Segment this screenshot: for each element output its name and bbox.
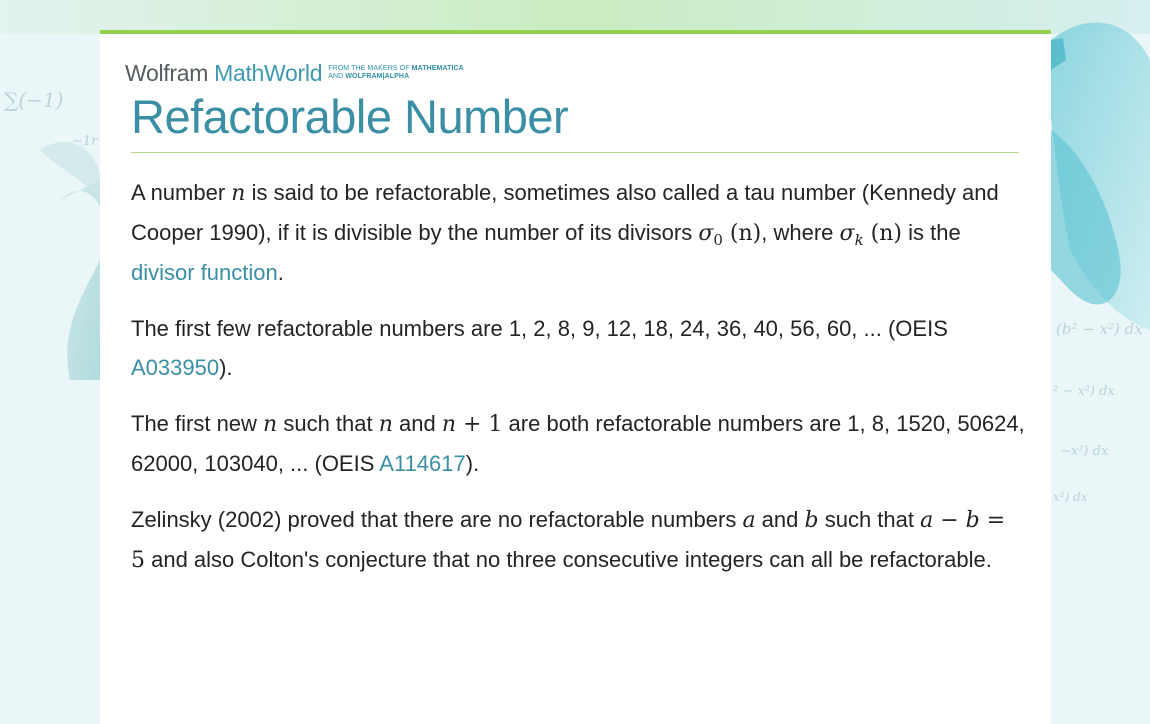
tagline-line1-prefix: FROM THE MAKERS OF: [328, 65, 412, 72]
math-argument: (n): [722, 221, 762, 246]
tagline-line2-prefix: AND: [328, 73, 346, 80]
text: , where: [761, 220, 840, 245]
text: A number: [131, 180, 232, 205]
text: and also Colton's conjecture that no three consecutive integers can all be refactorable.: [145, 547, 992, 572]
text: The first few refactorable numbers are 1, 2, 8, 9, 12, 18, 24, 36, 40, 56, 60, ... (OEIS: [131, 316, 948, 341]
text: ).: [219, 355, 233, 380]
paragraph-consecutive: [131, 404, 1026, 483]
tagline-line2-bold: WOLFRAM|ALPHA: [345, 73, 410, 80]
text: is the: [901, 220, 961, 245]
math-n: n: [263, 412, 278, 437]
text: is said to be refactorable, sometimes also called a tau number (Kennedy and Cooper 1990), if it is divisible by the number of its divisors: [131, 180, 999, 245]
site-logo[interactable]: [125, 58, 464, 88]
text: .: [277, 260, 284, 285]
link-divisor-function[interactable]: divisor function: [131, 260, 278, 285]
text: and: [755, 507, 805, 532]
background-sum-glyph: ∑(−1): [4, 88, 64, 112]
text: are both refactorable numbers are 1, 8, 1520, 50624, 62000, 103040, ... (OEIS: [131, 411, 1025, 476]
text: The first new: [131, 411, 264, 436]
math-plus-one: + 1: [456, 412, 503, 437]
article-body: [131, 173, 1026, 597]
math-n: n: [231, 181, 246, 206]
math-n: n: [378, 412, 393, 437]
background-formula-glyph: (b² − x²) dx: [1056, 320, 1143, 338]
logo-tagline: [328, 65, 464, 81]
math-subscript-0: 0: [713, 231, 723, 249]
page-title: Refactorable Number: [131, 90, 569, 143]
background-formula-glyph: x²) dx: [1053, 490, 1088, 504]
text: such that: [818, 507, 921, 532]
math-argument: (n): [863, 221, 902, 246]
text: ).: [465, 451, 480, 476]
math-subscript-k: k: [854, 231, 864, 249]
math-b: b: [965, 508, 980, 533]
title-divider: [131, 152, 1019, 153]
math-a: a: [920, 508, 934, 533]
text: and: [392, 411, 442, 436]
link-oeis-a033950[interactable]: A033950: [131, 355, 220, 380]
math-minus: −: [933, 508, 966, 533]
math-b: b: [804, 508, 819, 533]
paragraph-sequence: [131, 309, 1026, 387]
link-oeis-a114617[interactable]: A114617: [379, 451, 466, 476]
logo-wolfram-text: Wolfram: [125, 59, 209, 86]
math-a: a: [742, 508, 756, 533]
math-n-plus-1: [442, 412, 503, 437]
background-formula-glyph: −1r: [72, 134, 98, 149]
tagline-line1-bold: MATHEMATICA: [411, 65, 464, 72]
paragraph-zelinsky: [131, 500, 1026, 580]
math-n: n: [441, 412, 457, 437]
text: such that: [277, 411, 379, 436]
math-sigma: σ: [839, 221, 855, 246]
math-equals-five: = 5: [131, 508, 1006, 573]
background-formula-glyph: ² − x²) dx: [1053, 384, 1115, 399]
paragraph-definition: [131, 173, 1026, 292]
background-formula-glyph: −x²) dx: [1060, 444, 1109, 459]
text: Zelinsky (2002) proved that there are no refactorable numbers: [131, 507, 743, 532]
math-sigma-0-n: [698, 221, 762, 249]
logo-mathworld-text: MathWorld: [214, 59, 323, 86]
article-card: [100, 30, 1051, 724]
math-sigma: σ: [698, 221, 714, 246]
math-sigma-k-n: [839, 221, 902, 249]
